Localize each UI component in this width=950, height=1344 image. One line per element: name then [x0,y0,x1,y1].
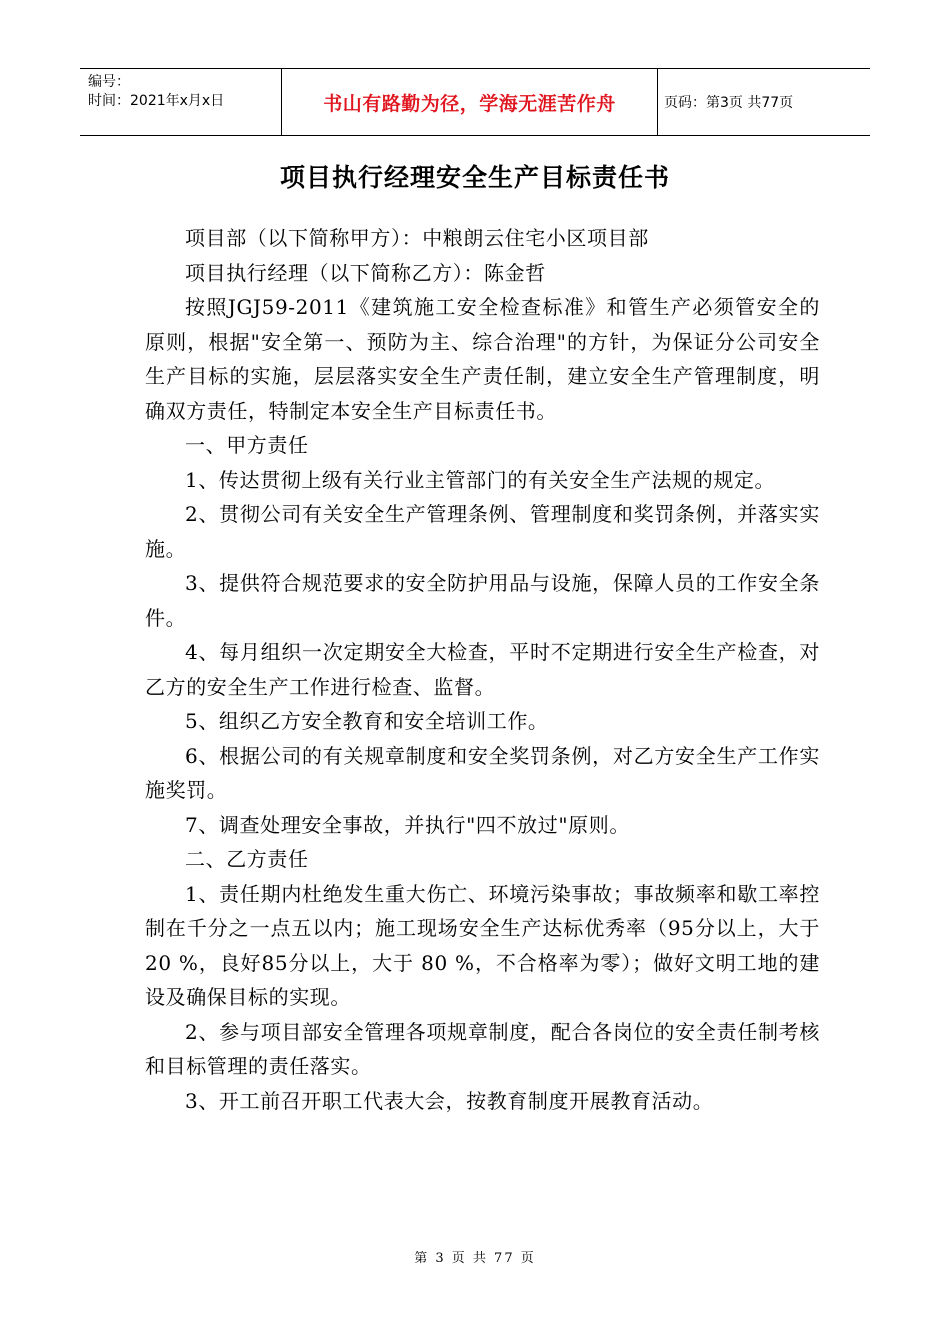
header-page-cell [658,69,870,135]
document-body [145,221,820,1118]
list-item: 4、每月组织一次定期安全大检查，平时不定期进行安全生产检查，对乙方的安全生产工作进行检查、监督。 [145,640,820,699]
list-item: 5、组织乙方安全教育和安全培训工作。 [185,709,549,733]
list-item: 6、根据公司的有关规章制度和安全奖罚条例，对乙方安全生产工作实施奖罚。 [145,743,820,802]
list-item: 3、开工前召开职工代表大会，按教育制度开展教育活动。 [185,1088,714,1113]
list-item: 2、参与项目部安全管理各项规章制度，配合各岗位的安全责任制考核和目标管理的责任落实。 [145,1019,820,1078]
header-motto-cell [282,69,658,135]
date-label: 时间：2021年x月x日 [88,93,225,109]
section-heading-party-a: 一、甲方责任 [185,433,309,457]
list-item: 3、提供符合规范要求的安全防护用品与设施，保障人员的工作安全条件。 [145,571,820,630]
motto-text: 书山有路勤为径，学海无涯苦作舟 [323,92,616,115]
list-item: 7、调查处理安全事故，并执行"四不放过"原则。 [185,812,630,837]
document-header [80,68,870,136]
header-meta-cell [80,69,282,135]
page-info: 页码：第3页 共77页 [664,95,794,111]
section-heading-party-b: 二、乙方责任 [185,847,309,871]
list-item: 1、传达贯彻上级有关行业主管部门的有关安全生产法规的规定。 [185,467,776,492]
document-title: 项目执行经理安全生产目标责任书 [279,163,670,192]
paragraph-party-a: 项目部（以下简称甲方）：中粮朗云住宅小区项目部 [185,226,649,250]
list-item: 1、责任期内杜绝发生重大伤亡、环境污染事故；事故频率和歇工率控制在千分之一点五以内；施工现场安全生产达标优秀率（95分以上，大于 20 %，良好85分以上，大于 80 %，不合格率为零）；做好文明工地的建设及确保目标的实现。 [145,881,820,1009]
list-item: 2、贯彻公司有关安全生产管理条例、管理制度和奖罚条例，并落实实施。 [145,502,820,561]
number-label: 编号： [88,74,130,90]
paragraph-party-b: 项目执行经理（以下简称乙方）：陈金哲 [185,260,546,285]
page-footer: 第 3 页 共 77 页 [414,1251,536,1266]
paragraph-intro: 按照JGJ59-2011《建筑施工安全检查标准》和管生产必须管安全的原则，根据"安全第一、预防为主、综合治理"的方针，为保证分公司安全生产目标的实施，层层落实安全生产责任制，建立安全生产管理制度，明确双方责任，特制定本安全生产目标责任书。 [145,295,820,423]
